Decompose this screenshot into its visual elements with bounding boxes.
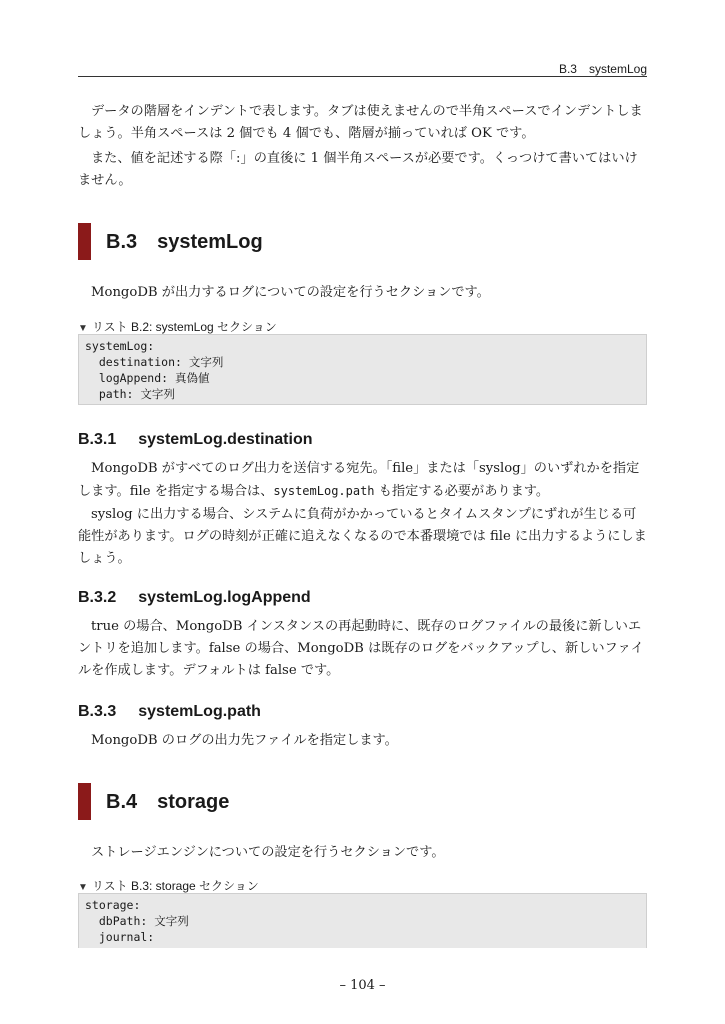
section-b3-description: MongoDB が出力するログについての設定を行うセクションです。 (91, 285, 490, 300)
code-line: systemLog: (85, 339, 155, 353)
section-number: B.4 (106, 791, 138, 813)
subsection-number: B.3.1 (78, 431, 117, 448)
inline-code-systemlog-path: systemLog.path (273, 484, 375, 498)
section-title: systemLog (157, 231, 263, 253)
subsection-title: systemLog.destination (138, 431, 313, 448)
section-number: B.3 (106, 231, 138, 253)
subsection-heading-b33 (78, 702, 261, 722)
b31-paragraph-1 (78, 458, 647, 503)
subsection-number: B.3.2 (78, 589, 117, 606)
code-listing-storage (78, 893, 647, 948)
b31-text-before: MongoDB がすべてのログ出力を送信する宛先。「file」または「syslog」のいずれかを指定します。file を指定する場合は、 (78, 461, 640, 499)
code-line: path: 文字列 (85, 387, 175, 401)
code-line: storage: (85, 898, 141, 912)
b31-paragraph-2: syslog に出力する場合、システムに負荷がかかっているとタイムスタンプにずれが生じる可能性があります。ログの時刻が正確に追えなくなるので本番環境では file に出力するようにしましょう。 (78, 507, 647, 566)
code-listing-systemlog (78, 334, 647, 405)
code-line: destination: 文字列 (85, 355, 224, 369)
caption-triangle-icon: ▼ (78, 323, 88, 334)
page-number: – 104 – (339, 978, 386, 993)
running-header: B.3 systemLog (558, 62, 647, 76)
section-heading-b4 (106, 790, 229, 814)
section-title: storage (157, 791, 230, 813)
subsection-heading-b31 (78, 430, 313, 450)
intro-paragraph-2: また、値を記述する際「:」の直後に 1 個半角スペースが必要です。くっつけて書いてはいけません。 (78, 151, 638, 188)
caption-text: リスト B.2: systemLog セクション (91, 320, 277, 334)
subsection-title: systemLog.logAppend (138, 589, 311, 606)
caption-text: リスト B.3: storage セクション (91, 879, 259, 893)
b31-text-after: も指定する必要があります。 (374, 484, 550, 499)
header-rule (78, 76, 647, 77)
code-line: logAppend: 真偽値 (85, 371, 210, 385)
subsection-number: B.3.3 (78, 703, 117, 720)
b33-paragraph-1: MongoDB のログの出力先ファイルを指定します。 (91, 733, 398, 748)
section-b4-description: ストレージエンジンについての設定を行うセクションです。 (91, 845, 445, 860)
caption-triangle-icon: ▼ (78, 882, 88, 893)
subsection-heading-b32 (78, 588, 311, 608)
subsection-title: systemLog.path (138, 703, 261, 720)
section-heading-b3 (106, 230, 263, 254)
section-marker-bar (78, 223, 91, 260)
code-line: journal: (85, 930, 155, 944)
intro-paragraph-1: データの階層をインデントで表します。タブは使えませんので半角スペースでインデントしましょう。半角スペースは 2 個でも 4 個でも、階層が揃っていれば OK です。 (78, 104, 643, 141)
b32-paragraph-1: true の場合、MongoDB インスタンスの再起動時に、既存のログファイルの最後に新しいエントリを追加します。false の場合、MongoDB は既存のログをバックアップし、新しいファイルを作成します。デフォルトは false です。 (78, 619, 644, 678)
section-marker-bar (78, 783, 91, 820)
code-line: dbPath: 文字列 (85, 914, 189, 928)
